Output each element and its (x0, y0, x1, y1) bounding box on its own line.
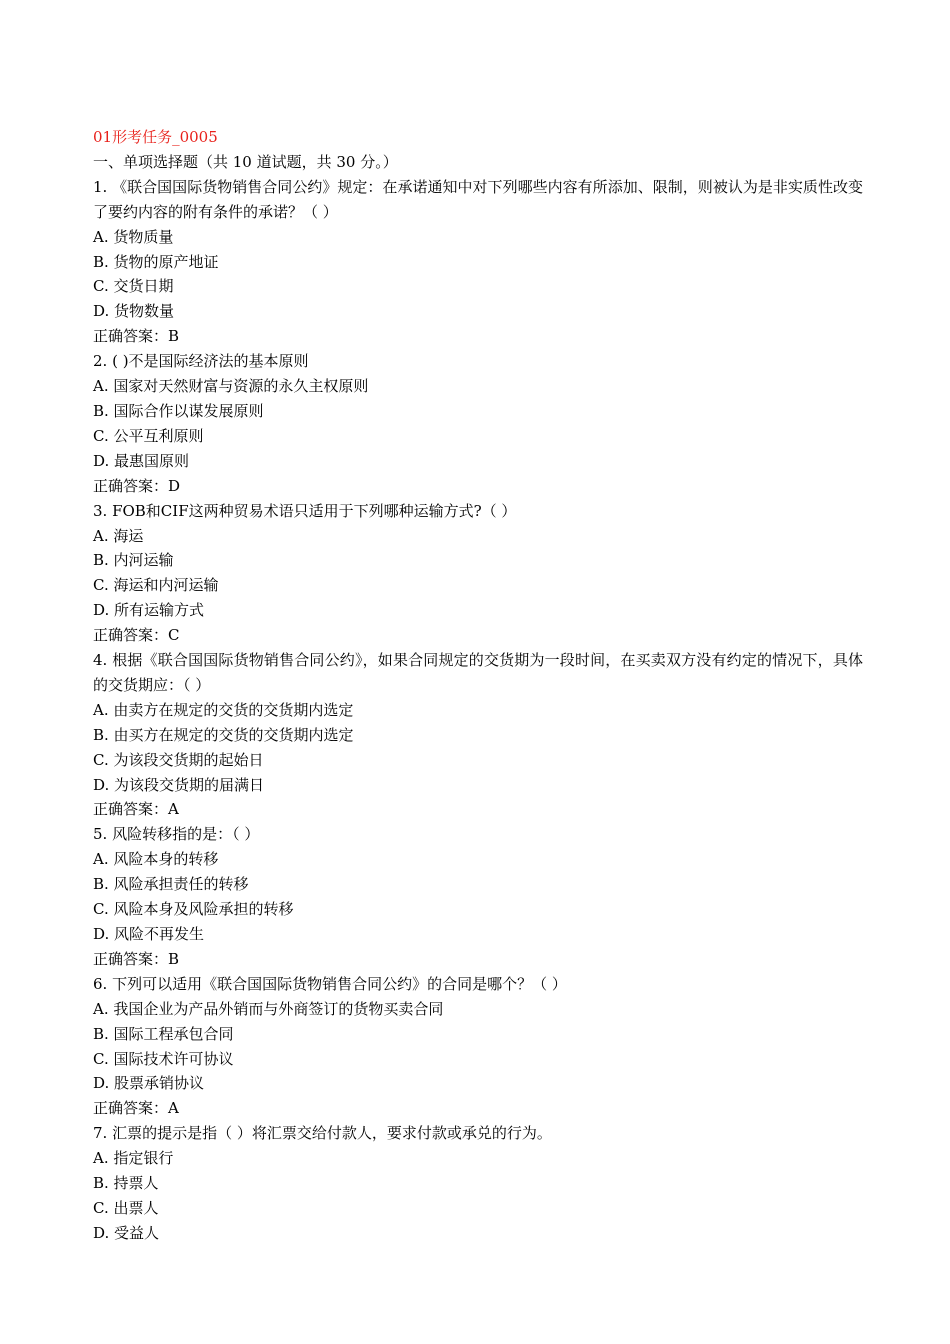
option-b: B. 由买方在规定的交货的交货期内选定 (93, 725, 354, 744)
document-page (93, 125, 863, 1246)
option-a: A. 国家对天然财富与资源的永久主权原则 (93, 377, 369, 396)
option-c: C. 为该段交货期的起始日 (93, 750, 264, 769)
option-d: D. 货物数量 (93, 302, 175, 321)
question-block (93, 1121, 863, 1246)
question-block (93, 972, 863, 1121)
question-block (93, 648, 863, 822)
correct-answer: 正确答案：B (93, 327, 180, 346)
question-text: 3. FOB和CIF这两种贸易术语只适用于下列哪种运输方式?（ ） (93, 501, 517, 520)
question-text: 7. 汇票的提示是指（ ）将汇票交给付款人，要求付款或承兑的行为。 (93, 1124, 552, 1143)
option-d: D. 股票承销协议 (93, 1074, 205, 1093)
option-d: D. 所有运输方式 (93, 601, 205, 620)
option-b: B. 内河运输 (93, 551, 174, 570)
question-block (93, 822, 863, 971)
option-d: D. 受益人 (93, 1223, 160, 1242)
option-d: D. 最惠国原则 (93, 451, 190, 470)
correct-answer: 正确答案：D (93, 476, 181, 495)
question-text: 2. ( )不是国际经济法的基本原则 (93, 352, 309, 371)
question-block (93, 175, 863, 349)
section-heading: 一、单项选择题（共 10 道试题，共 30 分。） (93, 152, 398, 171)
option-b: B. 国际工程承包合同 (93, 1024, 234, 1043)
option-a: A. 海运 (93, 526, 144, 545)
option-c: C. 风险本身及风险承担的转移 (93, 900, 294, 919)
option-c: C. 海运和内河运输 (93, 576, 219, 595)
option-a: A. 由卖方在规定的交货的交货期内选定 (93, 700, 354, 719)
option-a: A. 货物质量 (93, 227, 174, 246)
option-c: C. 公平互利原则 (93, 426, 204, 445)
option-d: D. 风险不再发生 (93, 925, 205, 943)
option-a: A. 风险本身的转移 (93, 850, 219, 869)
correct-answer: 正确答案：C (93, 626, 180, 645)
question-block (93, 499, 863, 648)
question-text: 1. 《联合国国际货物销售合同公约》规定：在承诺通知中对下列哪些内容有所添加、限制，则被认为是非实质性改变了要约内容的附有条件的承诺？（ ） (93, 177, 863, 221)
question-text: 4. 根据《联合国国际货物销售合同公约》，如果合同规定的交货期为一段时间，在买卖双方没有约定的情况下，具体的交货期应：（ ） (93, 651, 863, 694)
correct-answer: 正确答案：A (93, 800, 179, 819)
correct-answer: 正确答案：A (93, 1099, 179, 1118)
option-a: A. 指定银行 (93, 1149, 174, 1168)
correct-answer: 正确答案：B (93, 949, 180, 968)
option-b: B. 持票人 (93, 1174, 159, 1193)
option-a: A. 我国企业为产品外销而与外商签订的货物买卖合同 (93, 999, 444, 1018)
question-text: 6. 下列可以适用《联合国国际货物销售合同公约》的合同是哪个？（ ） (93, 974, 567, 993)
option-c: C. 出票人 (93, 1198, 159, 1217)
option-b: B. 国际合作以谋发展原则 (93, 401, 264, 420)
option-c: C. 交货日期 (93, 277, 174, 296)
question-block (93, 349, 863, 498)
document-title: 01形考任务_0005 (93, 128, 218, 146)
option-b: B. 货物的原产地证 (93, 252, 219, 271)
option-b: B. 风险承担责任的转移 (93, 875, 249, 894)
option-c: C. 国际技术许可协议 (93, 1049, 234, 1068)
question-text: 5. 风险转移指的是：（ ） (93, 825, 260, 844)
option-d: D. 为该段交货期的届满日 (93, 775, 265, 794)
